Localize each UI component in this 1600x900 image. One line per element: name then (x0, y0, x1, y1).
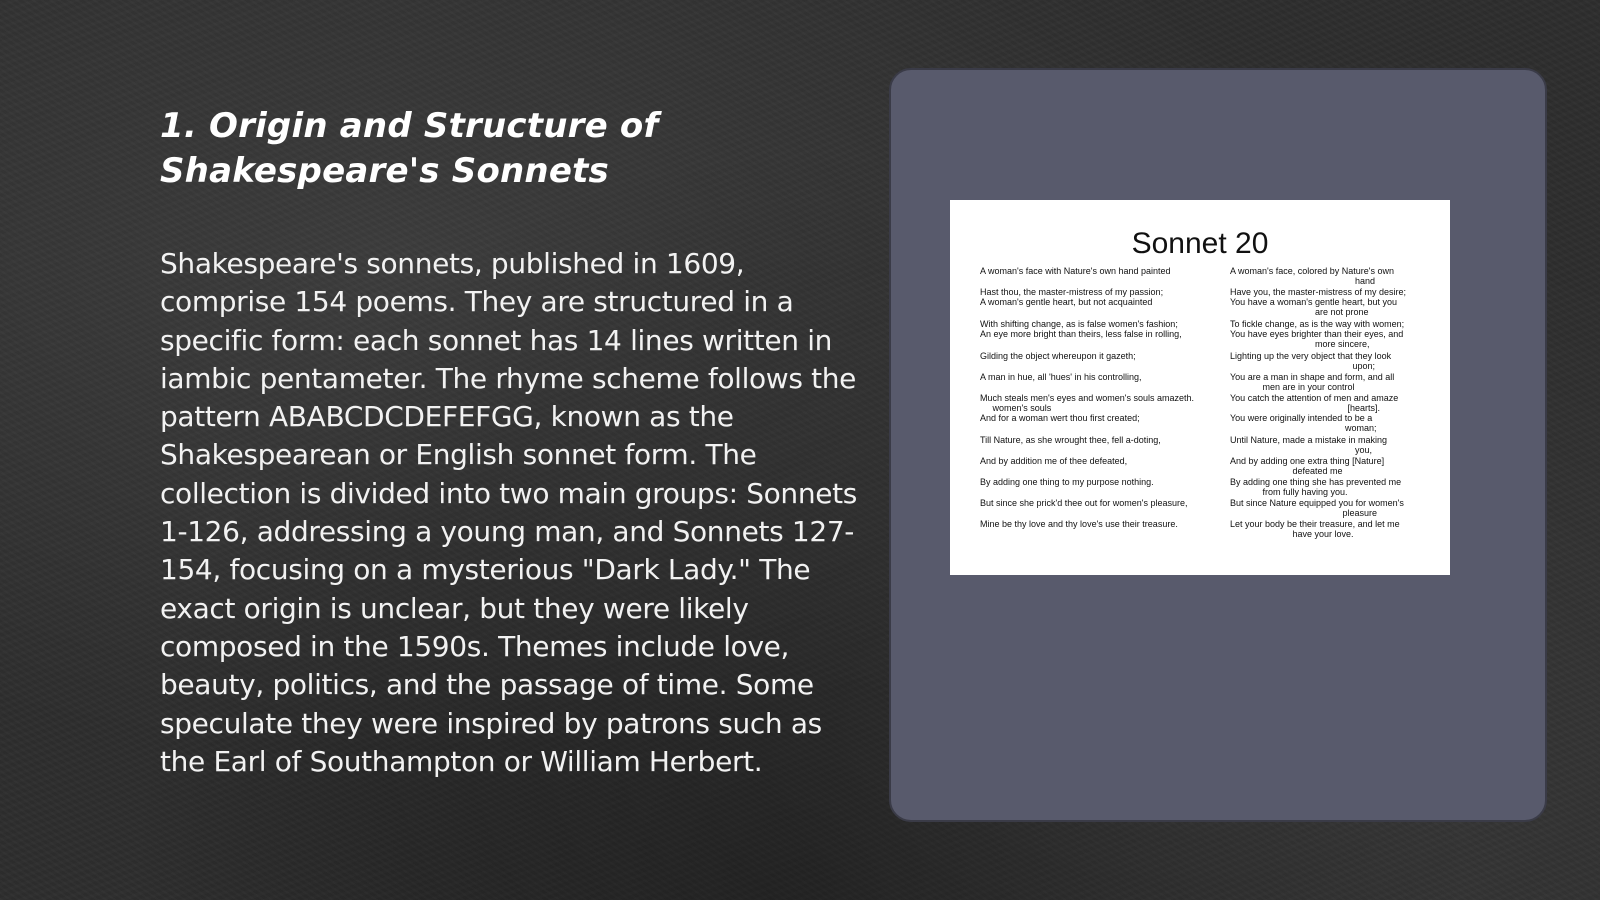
slide-title: 1. Origin and Structure of Shakespeare's Sonnets (160, 106, 659, 191)
modern-line: Until Nature, made a mistake in making you, (1230, 435, 1388, 455)
sonnet-row (980, 519, 1420, 540)
sonnet-row (980, 287, 1420, 319)
original-line: By adding one thing to my purpose nothing. (980, 477, 1154, 487)
slide-body-text: Shakespeare's sonnets, published in 1609, comprise 154 poems. They are structured in a specific form: each sonnet has 14 lines written in iambic pentameter. The rhyme scheme follows the pattern ABABCDCDEFEFGG, known as the Shakespearean or English sonnet form. The collection is divided into two main groups: Sonnets 1-126, addressing a young man, and Sonnets 127-154, focusing on a mysterious "Dark Lady." The exact origin is unclear, but they were likely composed in the 1590s. Themes include love, beauty, politics, and the passage of time. Some speculate they were inspired by patrons such as the Earl of Southampton or William Herbert. (160, 247, 857, 778)
original-line: A man in hue, all 'hues' in his controlling, (980, 372, 1142, 382)
modern-line: Let your body be their treasure, and let me have your love. (1230, 519, 1400, 539)
sonnet-row (980, 477, 1420, 498)
sonnet-row (980, 393, 1420, 435)
modern-line: A woman's face, colored by Nature's own hand (1230, 266, 1395, 286)
modern-line: By adding one thing she has prevented me from fully having you. (1230, 477, 1402, 497)
sonnet-row (980, 456, 1420, 477)
modern-line: To fickle change, as is the way with women; You have eyes brighter than their eyes, and more sincere, (1230, 319, 1405, 349)
original-line: Mine be thy love and thy love's use their treasure. (980, 519, 1178, 529)
modern-line: You are a man in shape and form, and all men are in your control (1230, 372, 1395, 392)
original-line: Till Nature, as she wrought thee, fell a-doting, (980, 435, 1161, 445)
modern-line: Lighting up the very object that they look upon; (1230, 351, 1392, 371)
original-line: With shifting change, as is false women's fashion; An eye more bright than theirs, less false in rolling, (980, 319, 1182, 339)
original-line: Gilding the object whereupon it gazeth; (980, 351, 1136, 361)
modern-line: And by adding one extra thing [Nature] defeated me (1230, 456, 1385, 476)
sonnet-row (980, 351, 1420, 372)
modern-line: You catch the attention of men and amaze [hearts]. You were originally intended to be a woman; (1230, 393, 1399, 433)
original-line: But since she prick'd thee out for women's pleasure, (980, 498, 1188, 508)
sonnet-rows (980, 266, 1420, 540)
original-line: And by addition me of thee defeated, (980, 456, 1128, 466)
original-line: Much steals men's eyes and women's souls amazeth. women's souls And for a woman wert thou first created; (980, 393, 1195, 423)
sonnet-row (980, 372, 1420, 393)
sonnet-row (980, 435, 1420, 456)
original-line: A woman's face with Nature's own hand painted (980, 266, 1171, 276)
modern-line: Have you, the master-mistress of my desire; You have a woman's gentle heart, but you are not prone (1230, 287, 1407, 317)
modern-line: But since Nature equipped you for women's pleasure (1230, 498, 1404, 518)
sonnet-image (950, 200, 1450, 575)
sonnet-row (980, 498, 1420, 519)
sonnet-row (980, 266, 1420, 287)
sonnet-row (980, 319, 1420, 351)
original-line: Hast thou, the master-mistress of my passion; A woman's gentle heart, but not acquainted (980, 287, 1164, 307)
sonnet-title: Sonnet 20 (1131, 227, 1269, 260)
